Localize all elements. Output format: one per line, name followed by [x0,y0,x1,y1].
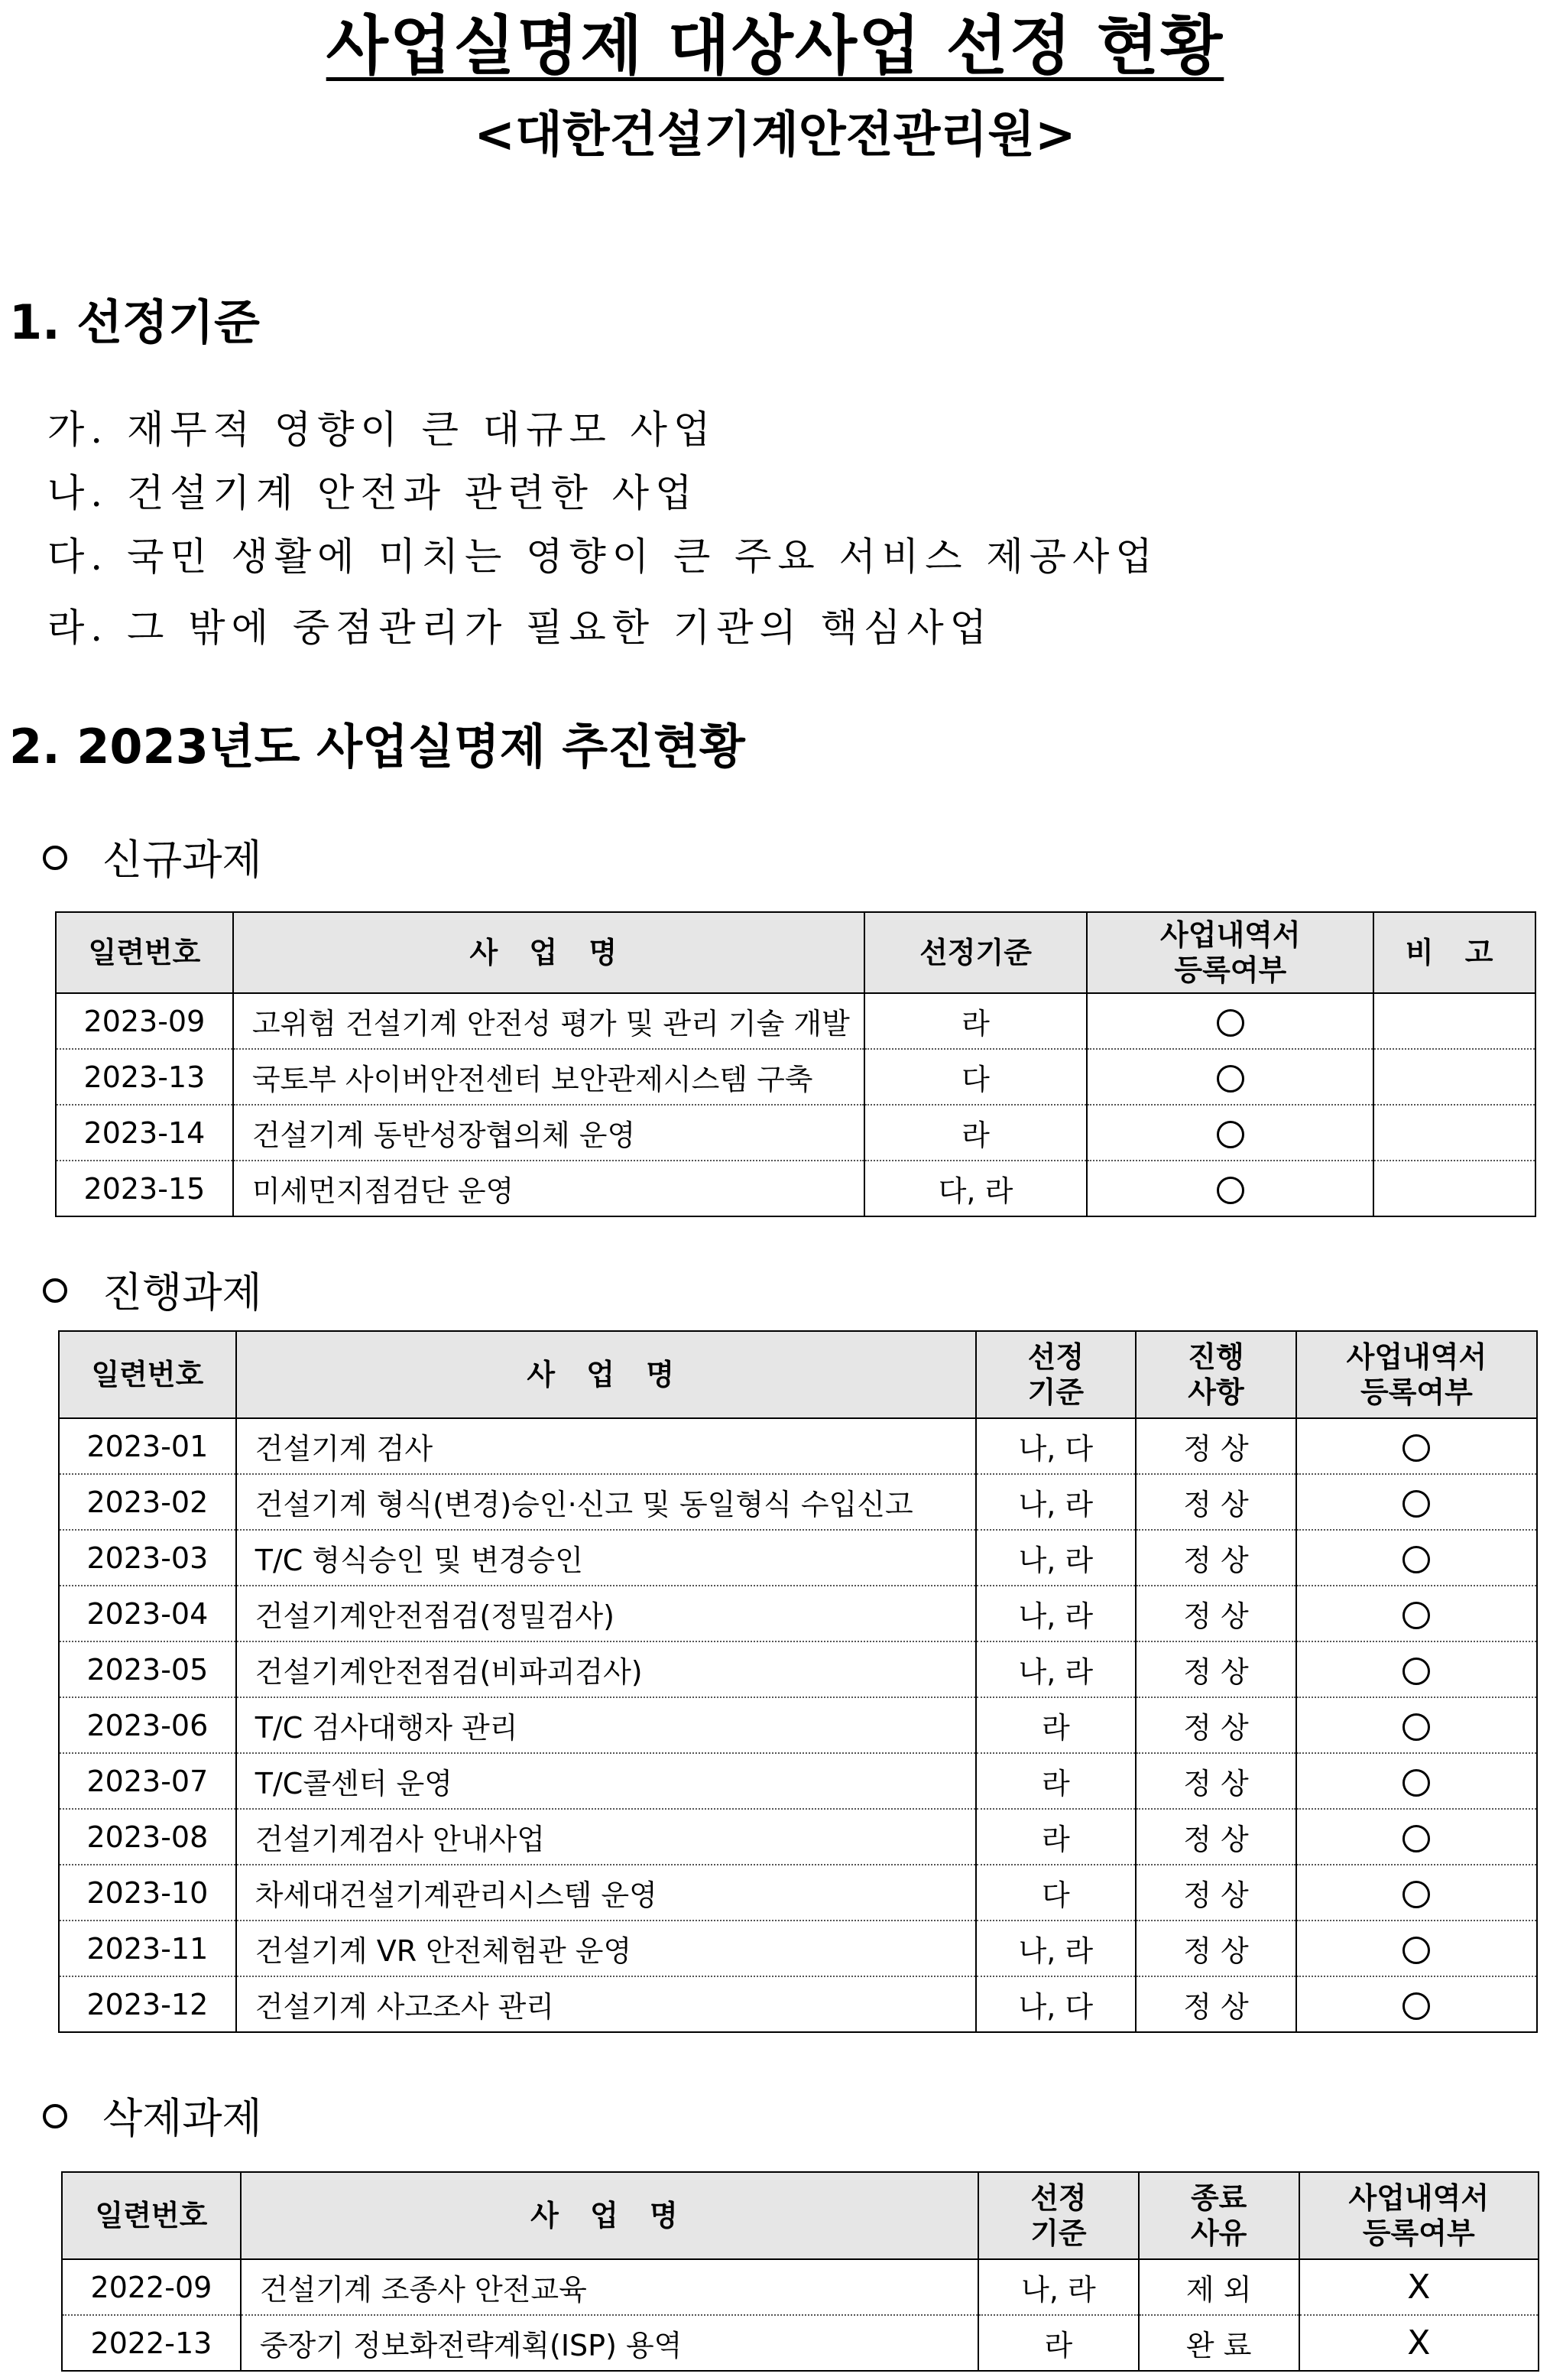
registered-circle-icon [1402,1713,1430,1741]
cell-criteria: 나, 라 [976,1921,1137,1976]
circle-bullet-icon [43,1278,67,1303]
cell-id: 2023-02 [59,1474,236,1530]
cell-id: 2023-03 [59,1530,236,1586]
cell-status: 정 상 [1136,1753,1296,1809]
cell-id: 2023-09 [56,993,233,1049]
col-header: 사 업 명 [241,2172,978,2259]
cell-note [1373,1105,1535,1161]
cell-registered [1296,1697,1537,1753]
criteria-item: 라. 그 밖에 중점관리가 필요한 기관의 핵심사업 [47,606,993,650]
cell-id: 2023-12 [59,1976,236,2032]
registered-circle-icon [1217,1121,1244,1148]
cell-id: 2023-15 [56,1161,233,1216]
cell-note [1373,993,1535,1049]
cell-registered [1087,1161,1373,1216]
cell-id: 2023-13 [56,1049,233,1105]
cell-name: T/C 형식승인 및 변경승인 [236,1530,976,1586]
cell-name: 건설기계안전점검(정밀검사) [236,1586,976,1641]
col-header: 일련번호 [59,1331,236,1418]
registered-circle-icon [1402,1992,1430,2020]
col-header: 일련번호 [62,2172,241,2259]
cell-id: 2023-05 [59,1641,236,1697]
deleted-tasks-table [61,2171,1539,2372]
cell-criteria: 나, 라 [978,2259,1139,2315]
cell-id: 2023-06 [59,1697,236,1753]
table-row [56,1049,1535,1105]
criteria-item: 나. 건설기계 안전과 관련한 사업 [47,471,699,515]
cell-id: 2023-07 [59,1753,236,1809]
table-row [59,1921,1537,1976]
new-tasks-label: 신규과제 [43,833,262,887]
cell-status: 정 상 [1136,1809,1296,1865]
col-header: 사업내역서 등록여부 [1296,1331,1537,1418]
cell-registered [1087,1049,1373,1105]
new-tasks-table [55,911,1536,1217]
registered-circle-icon [1217,1009,1244,1037]
table-row [59,1530,1537,1586]
table-row [59,1865,1537,1921]
cell-id: 2023-01 [59,1418,236,1474]
cell-status: 정 상 [1136,1697,1296,1753]
col-header: 일련번호 [56,912,233,993]
col-header: 선정기준 [864,912,1088,993]
registered-circle-icon [1402,1881,1430,1908]
registered-circle-icon [1217,1065,1244,1093]
cell-registered [1296,1586,1537,1641]
cell-criteria: 다 [976,1865,1137,1921]
cell-id: 2023-14 [56,1105,233,1161]
cell-criteria: 나, 라 [976,1530,1137,1586]
cell-criteria: 나, 라 [976,1641,1137,1697]
cell-registered [1296,1809,1537,1865]
registered-circle-icon [1402,1769,1430,1797]
cell-note [1373,1049,1535,1105]
col-header: 종료 사유 [1139,2172,1299,2259]
col-header: 사 업 명 [233,912,864,993]
cell-name: 미세먼지점검단 운영 [233,1161,864,1216]
cell-criteria: 라 [976,1753,1137,1809]
table-row [59,1641,1537,1697]
cell-name: 건설기계안전점검(비파괴검사) [236,1641,976,1697]
cell-registered [1296,1641,1537,1697]
registered-circle-icon [1402,1546,1430,1573]
cell-name: 차세대건설기계관리시스템 운영 [236,1865,976,1921]
page-subtitle: <대한건설기계안전관리원> [474,107,1076,164]
cell-criteria: 라 [976,1809,1137,1865]
cell-name: 중장기 정보화전략계획(ISP) 용역 [241,2315,978,2371]
cell-name: 고위험 건설기계 안전성 평가 및 관리 기술 개발 [233,993,864,1049]
cell-status: 정 상 [1136,1921,1296,1976]
cell-registered [1087,993,1373,1049]
cell-criteria: 나, 라 [976,1474,1137,1530]
registered-circle-icon [1402,1602,1430,1629]
col-header: 선정 기준 [976,1331,1137,1418]
ongoing-tasks-label: 진행과제 [43,1266,262,1320]
ongoing-tasks-table [58,1330,1538,2033]
cell-registered [1296,1921,1537,1976]
cell-status: 정 상 [1136,1586,1296,1641]
col-header: 비 고 [1373,912,1535,993]
table-row [56,993,1535,1049]
table-row [59,1697,1537,1753]
table-header-row [62,2172,1539,2259]
cell-id: 2023-04 [59,1586,236,1641]
cell-note [1373,1161,1535,1216]
cell-name: 건설기계 검사 [236,1418,976,1474]
table-row [62,2315,1539,2371]
cell-status: 정 상 [1136,1641,1296,1697]
cell-registered [1296,1474,1537,1530]
col-header: 선정 기준 [978,2172,1139,2259]
registered-circle-icon [1402,1937,1430,1964]
cell-name: 건설기계 동반성장협의체 운영 [233,1105,864,1161]
table-row [59,1586,1537,1641]
cell-criteria: 나, 다 [976,1418,1137,1474]
page-title: 사업실명제 대상사업 선정 현황 [326,8,1224,83]
cell-id: 2023-10 [59,1865,236,1921]
cell-registered [1296,1418,1537,1474]
cell-name: 건설기계 VR 안전체험관 운영 [236,1921,976,1976]
cell-status: 정 상 [1136,1530,1296,1586]
table-row [59,1753,1537,1809]
table-row [59,1809,1537,1865]
cell-criteria: 라 [864,993,1088,1049]
cell-registered [1296,1976,1537,2032]
section2-heading: 2. 2023년도 사업실명제 추진현황 [9,719,745,774]
cell-id: 2023-08 [59,1809,236,1865]
registered-circle-icon [1402,1825,1430,1852]
registered-circle-icon [1217,1177,1244,1204]
cell-id: 2022-09 [62,2259,241,2315]
cell-id: 2023-11 [59,1921,236,1976]
cell-name: T/C 검사대행자 관리 [236,1697,976,1753]
table-header-row [59,1331,1537,1418]
cell-name: 건설기계검사 안내사업 [236,1809,976,1865]
col-header: 진행 사항 [1136,1331,1296,1418]
cell-criteria: 라 [976,1697,1137,1753]
table-row [59,1474,1537,1530]
registered-circle-icon [1402,1434,1430,1462]
cell-registered [1296,1530,1537,1586]
cell-reason: 완 료 [1139,2315,1299,2371]
cell-criteria: 나, 라 [976,1586,1137,1641]
cell-criteria: 다, 라 [864,1161,1088,1216]
cell-status: 정 상 [1136,1418,1296,1474]
deleted-tasks-label: 삭제과제 [43,2092,262,2145]
circle-bullet-icon [43,2104,67,2128]
col-header: 사업내역서 등록여부 [1299,2172,1539,2259]
cell-registered [1296,1865,1537,1921]
criteria-item: 다. 국민 생활에 미치는 영향이 큰 주요 서비스 제공사업 [47,534,1159,579]
cell-criteria: 나, 다 [976,1976,1137,2032]
table-row [56,1161,1535,1216]
table-row [59,1418,1537,1474]
col-header: 사업내역서 등록여부 [1087,912,1373,993]
cell-criteria: 라 [864,1105,1088,1161]
section1-heading: 1. 선정기준 [9,294,260,350]
circle-bullet-icon [43,846,67,870]
cell-registered: X [1299,2315,1539,2371]
cell-status: 정 상 [1136,1865,1296,1921]
cell-status: 정 상 [1136,1976,1296,2032]
cell-registered [1087,1105,1373,1161]
cell-name: 건설기계 사고조사 관리 [236,1976,976,2032]
cell-criteria: 라 [978,2315,1139,2371]
col-header: 사 업 명 [236,1331,976,1418]
cell-name: 건설기계 형식(변경)승인·신고 및 동일형식 수입신고 [236,1474,976,1530]
criteria-item: 가. 재무적 영향이 큰 대규모 사업 [47,407,717,452]
cell-registered [1296,1753,1537,1809]
cell-registered: X [1299,2259,1539,2315]
cell-name: 건설기계 조종사 안전교육 [241,2259,978,2315]
registered-circle-icon [1402,1490,1430,1518]
cell-id: 2022-13 [62,2315,241,2371]
table-header-row [56,912,1535,993]
table-row [62,2259,1539,2315]
cell-reason: 제 외 [1139,2259,1299,2315]
registered-circle-icon [1402,1658,1430,1685]
cell-name: 국토부 사이버안전센터 보안관제시스템 구축 [233,1049,864,1105]
cell-name: T/C콜센터 운영 [236,1753,976,1809]
cell-criteria: 다 [864,1049,1088,1105]
cell-status: 정 상 [1136,1474,1296,1530]
table-row [56,1105,1535,1161]
table-row [59,1976,1537,2032]
